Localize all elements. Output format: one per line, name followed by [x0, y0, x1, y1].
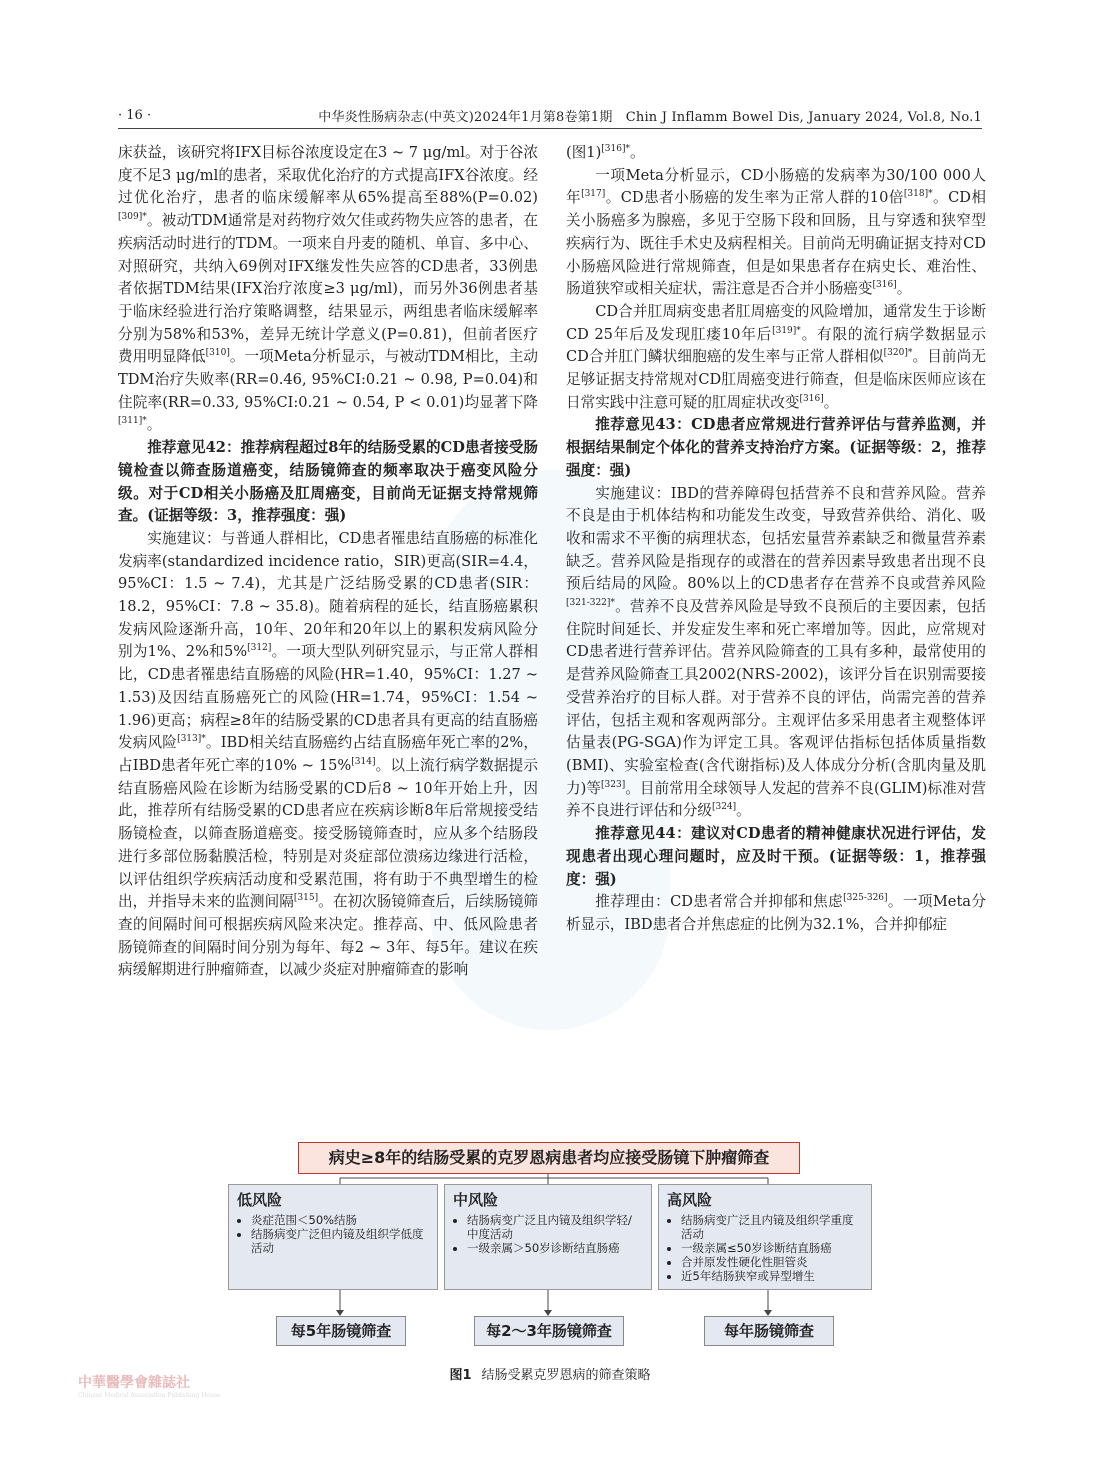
list-item: • 结肠病变广泛但内镜及组织学低度活动: [251, 1227, 429, 1255]
paragraph: 推荐理由：CD患者常合并抑郁和焦虑[325-326]。一项Meta分析显示，IBD患者合并焦虑症的比例为32.1%，合并抑郁症: [566, 893, 986, 933]
list-item: • 近5年结肠狭窄或异型增生: [681, 1269, 863, 1283]
recommendation-44: 推荐意见44：建议对CD患者的精神健康状况进行评估，发现患者出现心理问题时，应及时干预。(证据等级：1，推荐强度：强): [566, 825, 986, 888]
page-number: · 16 ·: [118, 108, 152, 123]
list-item: • 结肠病变广泛且内镜及组织学重度活动: [681, 1213, 863, 1241]
list-item: • 一级亲属＞50岁诊断结直肠癌: [467, 1241, 643, 1255]
mid-risk-label: 中风险: [453, 1191, 499, 1209]
publisher-logo: 中華醫學會雜誌社 Chinese Medical Association Publishing House: [78, 1375, 221, 1399]
list-item: • 结肠病变广泛且内镜及组织学轻/中度活动: [467, 1213, 643, 1241]
header-rule: [118, 128, 982, 129]
figure-1: [228, 1142, 872, 1362]
figure-caption: 图1 结肠受累克罗恩病的筛查策略: [449, 1368, 651, 1383]
paragraph: 床获益，该研究将IFX目标谷浓度设定在3 ~ 7 μg/ml。对于谷浓度不足3 μg/ml的患者，采取优化治疗的方式提高IFX谷浓度。经过优化治疗，患者的临床缓解率从65%提高至88%(P=0.02)$^{[309]*}$。被动TDM通常是对药物疗效欠佳或药物失应答的患者，在疾病活动时进行的TDM。一项来自丹麦的随机、单盲、多中心、对照研究，共纳入69例对IFX继发性失应答的CD患者，33例患者依据TDM结果(IFX治疗浓度≥3 μg/ml)，而另外36例患者基于临床经验进行治疗策略调整，结果显示，两组患者临床缓解率分别为58%和53%，差异无统计学意义(P=0.81)，但前者医疗费用明显降低[310]。一项Meta分析显示，与被动TDM相比，主动TDM治疗失败率(RR=0.46, 95%CI:0.21 ~ 0.98, P=0.04)和住院率(RR=0.33, 95%CI:0.21 ~ 0.54, P < 0.01)均显著下降$^{[311]*}$。: [118, 144, 538, 434]
list-item: • 炎症范围＜50%结肠: [251, 1213, 429, 1227]
list-item: • 合并原发性硬化性胆管炎: [681, 1255, 863, 1269]
low-risk-frequency: 每5年肠镜筛查: [276, 1316, 406, 1346]
mid-risk-box: [444, 1184, 652, 1290]
paragraph: 实施建议：与普通人群相比，CD患者罹患结直肠癌的标准化发病率(standardized incidence ratio，SIR)更高(SIR=4.4，95%CI：1.5 ~ 7.4)，尤其是广泛结肠受累的CD患者(SIR：18.2，95%CI：7.8 ~ 35.8)。随着病程的延长，结直肠癌累积发病风险逐渐升高，10年、20年和20年以上的累积发病风险分别为1%、2%和5%[312]。一项大型队列研究显示，与正常人群相比，CD患者罹患结直肠癌的风险(HR=1.40，95%CI：1.27 ~ 1.53)及因结直肠癌死亡的风险(HR=1.74，95%CI：1.54 ~ 1.96)更高；病程≥8年的结肠受累的CD患者具有更高的结直肠癌发病风险$^{[313]*}$。IBD相关结直肠癌约占结直肠癌年死亡率的2%，占IBD患者年死亡率的10% ~ 15%[314]。以上流行病学数据提示结直肠癌风险在诊断为结肠受累的CD后8 ~ 10年开始上升，因此，推荐所有结肠受累的CD患者应在疾病诊断8年后常规接受结肠镜检查，以筛查肠道癌变。接受肠镜筛查时，应从多个结肠段进行多部位肠黏膜活检，特别是对炎症部位溃疡边缘进行活检，以评估组织学疾病活动度和受累范围，将有助于不典型增生的检出，并指导未来的监测间隔[315]。在初次肠镜筛查后，后续肠镜筛查的间隔时间可根据疾病风险来决定。推荐高、中、低风险患者肠镜筛查的间隔时间分别为每年、每2 ~ 3年、每5年。建议在疾病缓解期进行肿瘤筛查，以减少炎症对肿瘤筛查的影响: [118, 529, 538, 979]
right-column: [566, 142, 986, 937]
journal-header: 中华炎性肠病杂志(中英文)2024年1月第8卷第1期 Chin J Inflamm Bowel Dis, January 2024, Vol.8, No.1: [318, 110, 982, 125]
high-risk-label: 高风险: [667, 1191, 713, 1209]
left-column: [118, 142, 538, 982]
recommendation-43: 推荐意见43：CD患者应常规进行营养评估与营养监测，并根据结果制定个体化的营养支持治疗方案。(证据等级：2，推荐强度：强): [566, 416, 986, 479]
paragraph: 实施建议：IBD的营养障碍包括营养不良和营养风险。营养不良是由于机体结构和功能发生改变，导致营养供给、消化、吸收和需求不平衡的病理状态，包括宏量营养素缺乏和微量营养素缺乏。营养风险是指现存的或潜在的营养因素导致患者出现不良预后结局的风险。80%以上的CD患者存在营养不良或营养风险$^{[321-322]*}$。营养不良及营养风险是导致不良预后的主要因素，包括住院时间延长、并发症发生率和死亡率增加等。因此，应常规对CD患者进行营养评估。营养风险筛查的工具有多种，最常使用的是营养风险筛查工具2002(NRS-2002)，该评分旨在识别需要接受营养治疗的目标人群。对于营养不良的评估，尚需完善的营养评估，包括主观和客观两部分。主观评估多采用患者主观整体评估量表(PG-SGA)作为评定工具。客观评估指标包括体质量指数(BMI)、实验室检查(含代谢指标)及人体成分分析(含肌肉量及肌力)等[323]。目前常用全球领导人发起的营养不良(GLIM)标准对营养不良进行评估和分级[324]。: [566, 484, 986, 820]
recommendation-42: 推荐意见42：推荐病程超过8年的结肠受累的CD患者接受肠镜检查以筛查肠道癌变，结肠镜筛查的频率取决于癌变风险分级。对于CD相关小肠癌及肛周癌变，目前尚无证据支持常规筛查。(证据等级：3，推荐强度：强): [118, 439, 538, 525]
high-risk-frequency: 每年肠镜筛查: [704, 1316, 834, 1346]
figure-title: 病史≥8年的结肠受累的克罗恩病患者均应接受肠镜下肿瘤筛查: [298, 1142, 800, 1174]
list-item: • 一级亲属≤50岁诊断结直肠癌: [681, 1241, 863, 1255]
mid-risk-frequency: 每2～3年肠镜筛查: [474, 1316, 624, 1346]
low-risk-label: 低风险: [237, 1191, 283, 1209]
high-risk-box: [658, 1184, 872, 1290]
paragraph: CD合并肛周病变患者肛周癌变的风险增加，通常发生于诊断CD 25年后及发现肛瘘10年后$^{[319]*}$。有限的流行病学数据显示CD合并肛门鳞状细胞癌的发生率与正常人群相似$^{[320]*}$。目前尚无足够证据支持常规对CD肛周癌变进行筛查，但是临床医师应该在日常实践中注意可疑的肛周症状改变[316]。: [566, 302, 986, 411]
paragraph: (图1)$^{[316]*}$。: [566, 144, 645, 161]
paragraph: 一项Meta分析显示，CD小肠癌的发病率为30/100 000人年[317]。CD患者小肠癌的发生率为正常人群的10倍$^{[318]*}$。CD相关小肠癌多为腺癌，多见于空肠下段和回肠，且与穿透和狭窄型疾病行为、既往手术史及病程相关。目前尚无明确证据支持对CD小肠癌风险进行常规筛查，但是如果患者存在病史长、难治性、肠道狭窄或相关症状，需注意是否合并小肠癌变[316]。: [566, 166, 986, 298]
low-risk-box: [228, 1184, 438, 1290]
